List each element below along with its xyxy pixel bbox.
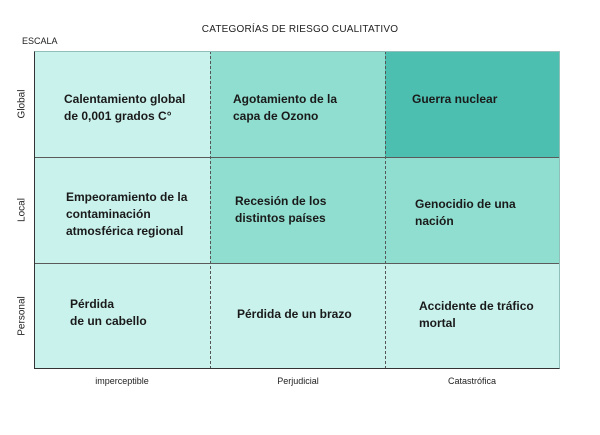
cell-text: Calentamiento global de 0,001 grados C° [64, 92, 186, 123]
column-label-imperceptible: imperceptible [95, 376, 149, 386]
cell-text: Pérdida de un cabello [70, 297, 147, 328]
column-label-catastrofica: Catastrófica [447, 376, 497, 386]
row-label-global: Global [16, 89, 28, 119]
row-label-personal: Personal [16, 296, 28, 336]
cell-text: Empeoramiento de la contaminación atmosférica regional [66, 190, 188, 238]
matrix-frame [34, 51, 560, 369]
diagram-title: CATEGORÍAS DE RIESGO CUALITATIVO [201, 24, 399, 35]
cell-text: Pérdida de un brazo [237, 307, 352, 321]
cell-text: Recesión de los distintos países [235, 194, 327, 225]
column-label-perjudicial: Perjudicial [277, 376, 319, 386]
risk-matrix [34, 51, 560, 369]
cell-text: Agotamiento de la capa de Ozono [233, 92, 338, 123]
scale-axis-label: ESCALA [22, 36, 58, 46]
cell-text: Genocidio de una nación [415, 197, 516, 228]
cell-text: Accidente de tráfico mortal [419, 299, 534, 330]
cell-text: Guerra nuclear [412, 92, 498, 106]
row-label-local: Local [16, 198, 28, 222]
